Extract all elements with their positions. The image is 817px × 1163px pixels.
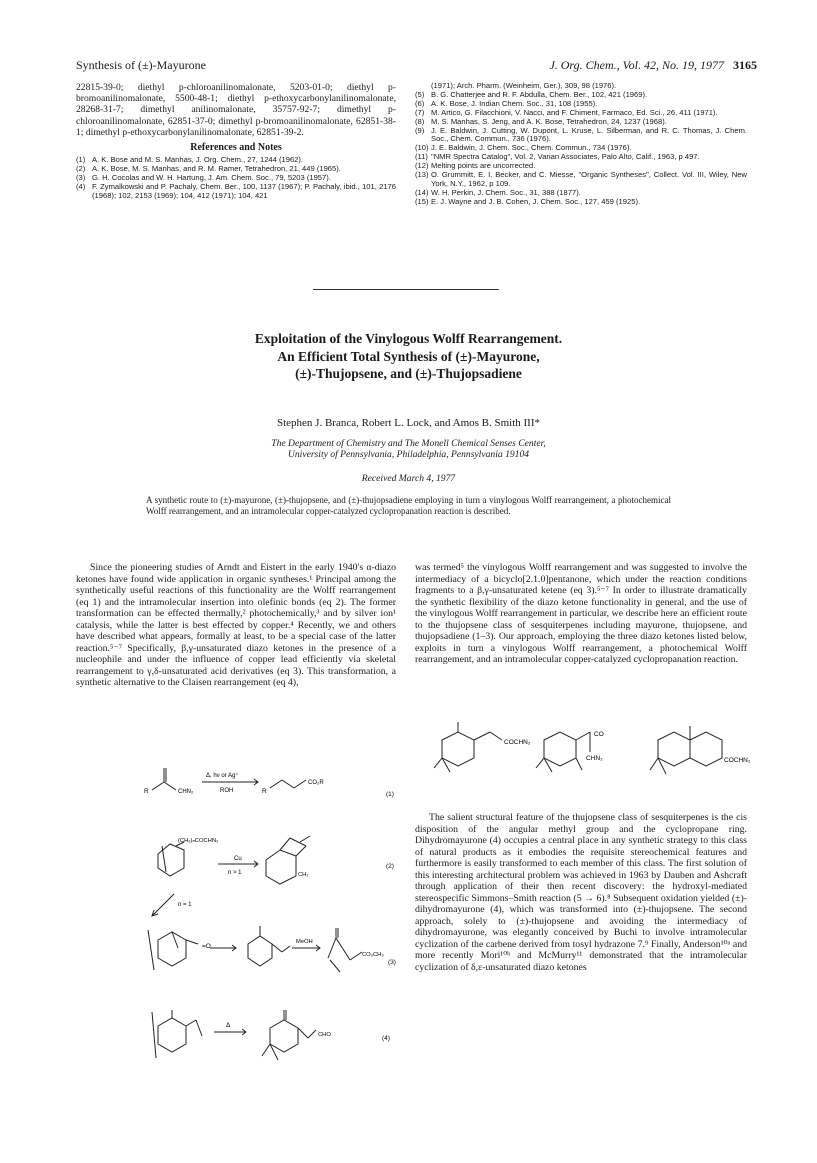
reference-number: (14) [415,187,429,197]
eq1-reagent-top: Δ, hν or Ag⁺ [206,773,239,779]
title-line: An Efficient Total Synthesis of (±)-Mayurone, [277,348,540,364]
eq2-prod-sub: CH₂ [298,872,309,878]
equation-4 [140,1010,410,1066]
eq2-reagent-top: Cu [234,856,242,862]
journal-citation [549,58,757,73]
reference-text: (1971); Arch. Pharm. (Weinheim, Ger.), 309, 98 (1976). [431,81,617,90]
authors: Stephen J. Branca, Robert L. Lock, and Amos B. Smith III* [276,417,541,429]
reference-number: (13) [415,170,429,180]
eq2-reagent-bottom: n > 1 [228,870,242,876]
diazo-label-1: COCHN₂ [504,739,531,746]
reference-text: O. Grummitt, E. I. Becker, and C. Miesse, "Organic Syntheses", Collect. Vol. III, Wiley, New York, N.Y., 1962, p 109. [431,170,747,188]
reference-text: M. Artico, G. Filacchioni, V. Nacci, and F. Chiment, Farmaco, Ed. Sci., 26, 411 (1971). [431,107,718,117]
body-left [76,562,396,762]
reference-number: (9) [415,125,425,135]
eq1-left-sub: CHN₂ [178,789,194,795]
diazo-label-2-bottom: CHN₂ [586,755,603,762]
reference-text: W. H. Perkin, J. Chem. Soc., 31, 388 (1877). [431,187,581,197]
body-paragraph: was termed⁵ the vinylogous Wolff rearrangement and was suggested to involve the intermediacy of a bicyclo[2.1.0]pentanone, which under the reaction conditions fragments to a β,γ-unsaturated ketene (eq 3).⁵⁻⁷ In order to illustrate dramatically the synthetic flexibility of the diazo ketone functionality in general, and the use of the vinylogous Wolff rearrangement in particular, we describe here an efficient route to the thujopsene class of sesquiterpenes including mayurone, thujopsene, and thujopsadiene (1–3). Our approach, employing the three diazo ketones listed below, exploits in turn a vinylogous Wolff rearrangement, a photochemical Wolff rearrangement, and an intramolecular copper-catalyzed cyclopropanation reaction. [415,562,747,665]
reference-text: M. S. Manhas, S. Jeng, and A. K. Bose, Tetrahedron, 24, 1237 (1968). [431,116,667,126]
title-line: Exploitation of the Vinylogous Wolff Rearrangement. [254,331,563,346]
eq3-reagent: MeOH [296,939,313,945]
reference-number: (3) [76,173,86,183]
reference-number: (6) [415,98,425,108]
references-list-left [76,156,396,201]
eq3-ketone: =O [202,943,211,950]
reference-item [415,198,747,207]
reference-text: A. K. Bose, M. S. Manhas, and R. M. Ramer, Tetrahedron, 21, 449 (1965). [92,164,341,174]
title-line: (±)-Thujopsene, and (±)-Thujopsadiene [295,366,522,381]
body-right-top [415,562,747,666]
reference-number: (10) [415,143,429,153]
eq2-sub: (CH₂)ₙCOCHN₂ [178,838,219,844]
eq4-reagent: Δ [226,1022,231,1029]
affiliation-line: University of Pennsylvania, Philadelphia, Pennsylvania 19104 [287,449,530,460]
eq3-product: CO₂CH₃ [362,952,384,958]
diazo-label-3: COCHN₂ [724,757,751,764]
equation-2 [140,832,410,922]
eq4-number: (4) [382,1035,390,1042]
eq2-number: (2) [386,863,394,870]
body-paragraph: The salient structural feature of the thujopsene class of sesquiterpenes is the cis disposition of the angular methyl group and the cyclopropane ring. Dihydromayurone (4) occupies a central place in any synthetic strategy to this class of natural products as it embodies the requisite stereochemical features and furthermore is easily transformed to each member of this class. The first solution of this interesting architectural problem was achieved in 1963 by Dauben and Ashcraft through application of their then recent discovery: the hydroxyl-mediated stereospecific Simmons–Smith reaction (5 → 6).⁸ Subsequent oxidation yielded (±)-dihydromayurone (4), which was transformed into (±)-thujopsene. The second approach, solely to (±)-thujopsene and avoiding the intermediacy of dihydromayurone, was elegantly conceived by Buchi to involve intramolecular cyclization of the carbene derived from tosyl hydrazone 7.⁹ Finally, Anderson¹⁰ᵃ and more recently Mori¹⁰ᵇ and McMurry¹¹ demonstrated that the intramolecular cyclization of δ,ε-unsaturated diazo ketones [415,812,747,973]
eq2-branch: n = 1 [178,902,192,908]
journal-name: J. Org. Chem., Vol. 42, No. 19, 1977 [549,58,724,72]
reference-number: (11) [415,152,428,162]
reference-number: (1) [76,155,86,165]
registry-numbers: 22815-39-0; diethyl p-chloroanilinomalonate, 5203-01-0; diethyl p-bromoanilinomalonate, 5500-48-1; diethyl p-ethoxycarbonylanilinomalonate, 28268-31-7; dimethyl anilinomalonate, 35757-92-7; dimethyl p-chloroanilinomalonate, 62851-37-0; dimethyl p-bromoanilinomalonate, 62851-38-1; dimethyl p-ethoxycarbonylanilinomalonate, 62851-39-2. [76,82,396,138]
abstract: A synthetic route to (±)-mayurone, (±)-thujopsene, and (±)-thujopsadiene employing in turn a vinylogous Wolff rearrangement, a photochemical Wolff rearrangement, and an intramolecular copper-catalyzed cyclopropanation reaction is described. [146,495,671,516]
reference-number: (8) [415,116,425,126]
previous-article-end [76,82,396,201]
article-divider [313,289,499,290]
reference-item [415,171,747,189]
diazo-label-2-top: CO [594,731,604,738]
affiliation-line: The Department of Chemistry and The Monell Chemical Senses Center, [271,438,546,449]
reference-text: Melting points are uncorrected. [431,161,536,171]
page-number: 3165 [733,58,757,72]
affiliation [120,438,697,460]
reference-number: (2) [76,164,86,174]
reference-text: E. J. Wayne and J. B. Cohen, J. Chem. Soc., 127, 459 (1925). [431,196,641,206]
reference-number: (7) [415,107,425,117]
received-date: Received March 4, 1977 [361,473,456,484]
reference-text: J. E. Baldwin, J. Chem. Soc., Chem. Commun., 734 (1976). [431,143,632,153]
eq1-r2: R [262,788,267,795]
reference-number: (12) [415,161,429,171]
eq1-right-sub: CO₂R [308,780,324,786]
references-list-right [415,82,747,207]
reference-text: B. G. Chatterjee and R. F. Abdulla, Chem. Ber., 102, 421 (1969). [431,89,648,99]
reference-number: (4) [76,181,86,191]
article-title [120,330,697,383]
equation-3 [140,926,410,982]
eq1-number: (1) [386,791,394,798]
reference-text: A. K. Bose, J. Indian Chem. Soc., 31, 108 (1955). [431,98,598,108]
body-paragraph: Since the pioneering studies of Arndt and Eistert in the early 1940's α-diazo ketones have found wide application in organic syntheses.¹ Principal among the synthetically useful reactions of this functionality are the Wolff rearrangement (eq 1) and the intramolecular insertion into olefinic bonds (eq 2). The former transformation can be effected thermally,² photochemically,³ and by silver ion¹ catalysis, while the latter is best effected by copper.⁴ Recently, we and others have described what appears, formally at least, to be a special case of the latter reaction.⁵⁻⁷ Specifically, β,γ-unsaturated diazo ketones in the presence of a nucleophile and under the influence of copper lead efficiently via skeletal rearrangement to γ,δ-unsaturated acid derivatives (eq 3). This transformation, a synthetic alternative to the Claisen rearrangement (eq 4), [76,562,396,688]
reference-text: A. K. Bose and M. S. Manhas, J. Org. Chem., 27, 1244 (1962). [92,155,304,165]
reference-number: (15) [415,196,429,206]
reference-text: "NMR Spectra Catalog", Vol. 2, Varian Associates, Palo Alto, Calif., 1963, p 497. [431,152,700,162]
reference-text: J. E. Baldwin, J. Cutting, W. Dupont, L. Kruse, L. Silberman, and R. C. Thomas, J. Chem. Soc., Chem. Commun., 736 (1976). [431,125,747,144]
reference-item [76,183,396,201]
running-head: Synthesis of (±)-Mayurone [76,58,206,72]
diazo-ketones-scheme [422,722,751,794]
reference-text: F. Zymalkowski and P. Pachaly, Chem. Ber., 100, 1137 (1967); P. Pachaly, ibid., 101, 2176 (1968); 102, 2153 (1969); 104, 412 (1971); 104, 421 [92,181,396,200]
equation-1 [140,760,410,808]
eq3-number: (3) [388,959,396,966]
reference-item [415,127,747,145]
reference-text: G. H. Cocolas and W. H. Hartung, J. Am. Chem. Soc., 79, 5203 (1957). [92,173,331,183]
eq4-product: CHO [318,1032,331,1038]
reference-number: (5) [415,89,425,99]
eq1-r: R [144,788,149,795]
eq1-reagent-bottom: ROH [220,788,234,794]
body-right-bottom [415,812,747,973]
references-heading: References and Notes [190,142,282,154]
